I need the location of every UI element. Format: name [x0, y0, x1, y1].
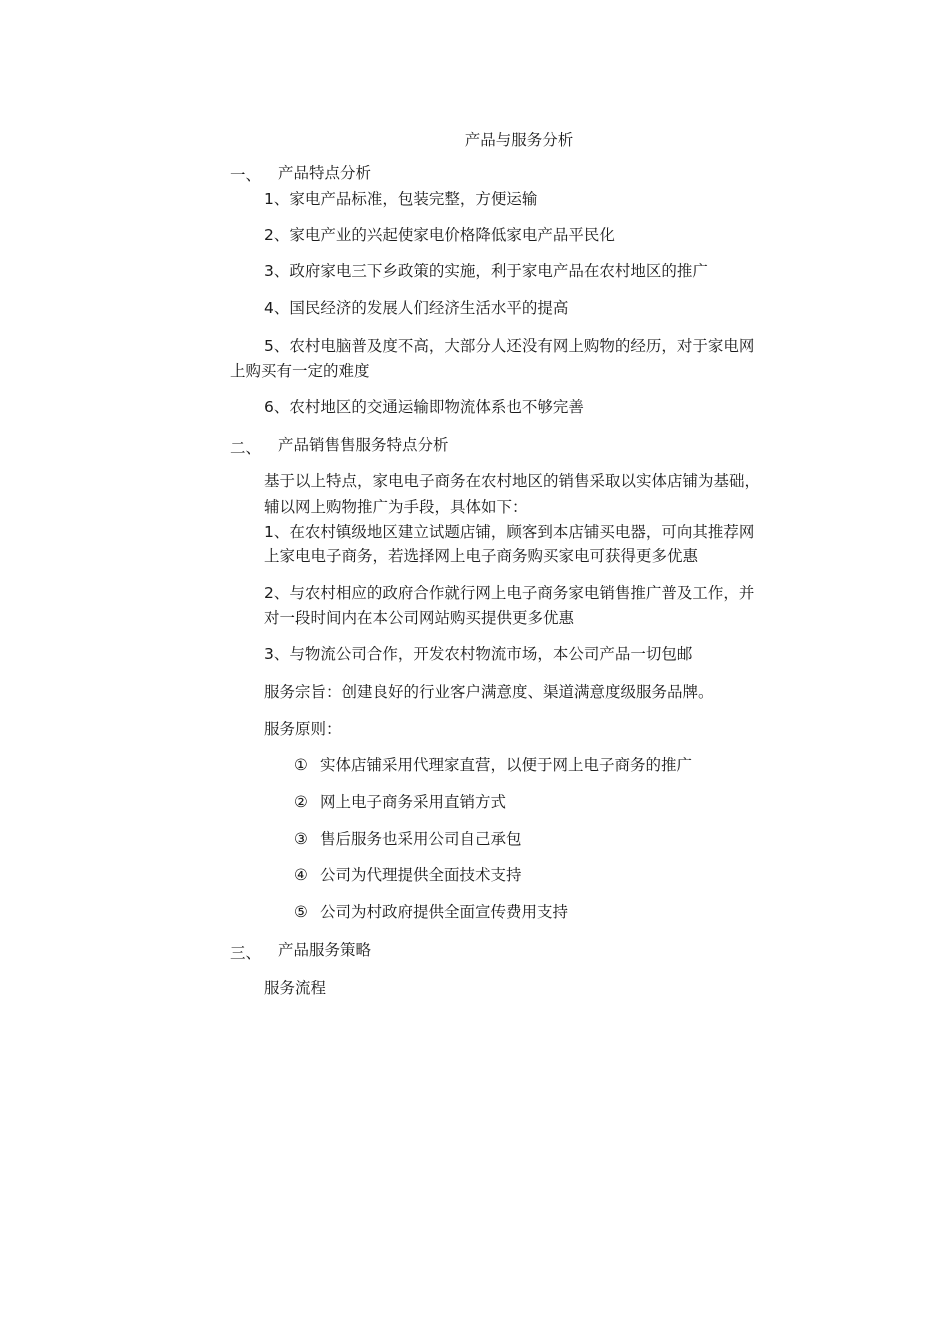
section2-intro-line2: 辅以网上购物推广为手段，具体如下：	[264, 498, 528, 516]
principle-item-1	[294, 752, 692, 778]
principle-item-3	[294, 826, 522, 852]
principle-marker-2: ②	[294, 793, 308, 811]
service-process-label: 服务流程	[264, 979, 327, 997]
section2-item3: 3、与物流公司合作，开发农村物流市场，本公司产品一切包邮	[264, 645, 693, 663]
document-title: 产品与服务分析	[464, 131, 574, 149]
section2-number: 二、	[230, 439, 262, 457]
principle-marker-3: ③	[294, 830, 308, 848]
section2-heading: 产品销售售服务特点分析	[278, 436, 449, 454]
section1-heading: 产品特点分析	[278, 164, 372, 182]
principle-marker-5: ⑤	[294, 903, 308, 921]
section2-item1-line1: 1、在农村镇级地区建立试题店铺，顾客到本店铺买电器，可向其推荐网	[264, 523, 755, 541]
section1-number: 一、	[230, 166, 262, 184]
principle-text-4: 公司为代理提供全面技术支持	[320, 866, 522, 884]
section1-item-2: 2、家电产业的兴起使家电价格降低家电产品平民化	[264, 226, 615, 244]
principle-text-1: 实体店铺采用代理家直营，以便于网上电子商务的推广	[320, 756, 693, 774]
section1-item-5a: 5、农村电脑普及度不高，大部分人还没有网上购物的经历，对于家电网	[264, 337, 755, 355]
section1-item-6: 6、农村地区的交通运输即物流体系也不够完善	[264, 398, 584, 416]
section2-item2-line2: 对一段时间内在本公司网站购买提供更多优惠	[264, 609, 575, 627]
principle-text-2: 网上电子商务采用直销方式	[320, 793, 507, 811]
section3-number: 三、	[230, 944, 262, 962]
principle-item-4	[294, 862, 522, 888]
section1-item-3: 3、政府家电三下乡政策的实施，利于家电产品在农村地区的推广	[264, 262, 708, 280]
principle-item-5	[294, 899, 568, 925]
principle-text-5: 公司为村政府提供全面宣传费用支持	[320, 903, 569, 921]
section2-intro-line1: 基于以上特点，家电电子商务在农村地区的销售采取以实体店铺为基础，	[264, 472, 761, 490]
section1-item-1: 1、家电产品标准，包装完整，方便运输	[264, 190, 538, 208]
section1-item-4: 4、国民经济的发展人们经济生活水平的提高	[264, 299, 569, 317]
section3-heading: 产品服务策略	[278, 941, 372, 959]
section2-item2-line1: 2、与农村相应的政府合作就行网上电子商务家电销售推广普及工作，并	[264, 584, 755, 602]
service-tenet: 服务宗旨：创建良好的行业客户满意度、渠道满意度级服务品牌。	[264, 683, 714, 701]
service-principles-label: 服务原则：	[264, 720, 342, 738]
principle-text-3: 售后服务也采用公司自己承包	[320, 830, 522, 848]
principle-marker-1: ①	[294, 756, 308, 774]
principle-marker-4: ④	[294, 866, 308, 884]
principle-item-2	[294, 789, 506, 815]
section2-item1-line2: 上家电电子商务，若选择网上电子商务购买家电可获得更多优惠	[264, 547, 699, 565]
section1-item-5b: 上购买有一定的难度	[230, 362, 370, 380]
